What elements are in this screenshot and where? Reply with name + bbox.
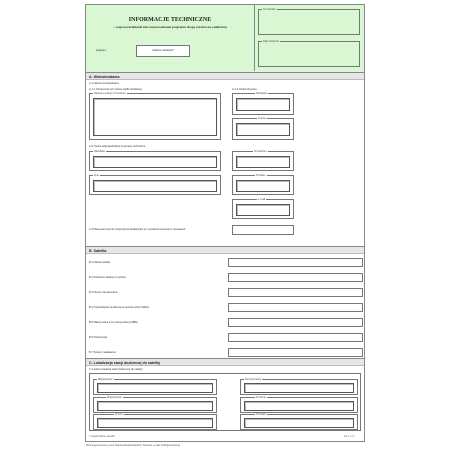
- a11-fieldset: [89, 93, 221, 140]
- a2-email-input[interactable]: [236, 204, 290, 216]
- b5-input[interactable]: [228, 318, 363, 327]
- form-header: [86, 5, 364, 73]
- c1-house-legend: Nr domu: [256, 396, 266, 399]
- c1-gmina-legend: Gmina: [115, 413, 123, 416]
- b7-label: B.7 System nadawania: [89, 351, 116, 354]
- section-a-heading: A. Wnioskodawca: [86, 72, 364, 80]
- b7-input[interactable]: [228, 348, 363, 357]
- a2-firstname-input[interactable]: [93, 180, 217, 192]
- nr-wniosku-legend: Nr wniosku: [263, 8, 276, 11]
- footnote: * niepotrzebne skreślić: [89, 435, 116, 438]
- a11-legend: Nazwa w pełnym brzmieniu: [94, 92, 126, 95]
- c1-flat-fieldset: [240, 414, 358, 430]
- program-select[interactable]: rodzina i literatura*: [136, 45, 190, 57]
- c1-postcode-legend: Kod pocztowy: [245, 378, 262, 381]
- a2-surname-legend: Nazwisko: [94, 150, 106, 153]
- b4-label: B.4 Częstotliwość środkowa w kierunku Ziemi (MHz): [89, 306, 150, 309]
- b6-label: B.6 Polaryzacja: [89, 336, 108, 339]
- c1-address-fieldset: [89, 373, 361, 431]
- c1-label: C.1 Adres instalacji stacji doziemnej do satelity: [89, 368, 143, 371]
- a12-firstname-fieldset: [232, 118, 294, 140]
- copyright-line: Druk wygenerowany przez Krajową Radę Radiofonii i Telewizji, e-mail: druki@example.pl: [86, 444, 181, 447]
- page-number: str. 1 z 2: [344, 435, 354, 438]
- a2-phone-fieldset: [232, 151, 294, 171]
- c1-street-legend: Miejscowość: [98, 378, 113, 381]
- c1-flat-input[interactable]: [244, 418, 354, 428]
- a12-surname-input[interactable]: [236, 98, 290, 111]
- c1-city-fieldset: [93, 397, 217, 413]
- b3-label: B.3 Numer transpondera: [89, 291, 118, 294]
- c1-city-legend: Miejscowość: [107, 396, 122, 399]
- a2-firstname-fieldset: [89, 175, 221, 195]
- a2-firstname-legend: Imię: [94, 174, 99, 177]
- nr-wniosku-field[interactable]: [258, 9, 360, 35]
- a11-label: A.1.1 Oznaczenie lub nazwa spółki handlowej: [89, 88, 142, 91]
- a2-surname-input[interactable]: [93, 156, 217, 168]
- a2-label: A.2 Osoba odpowiedzialna za sprawy techniczne: [89, 145, 146, 148]
- a2-surname-fieldset: [89, 151, 221, 171]
- a3-label: A.3 Planowana termin rozpoczęcia działalności po uzyskaniu koncesji w miesiącach: [89, 228, 186, 231]
- c1-city-input[interactable]: [97, 401, 213, 411]
- a12-surname-legend: Nazwisko: [256, 92, 268, 95]
- c1-street-fieldset: [93, 379, 217, 395]
- c1-house-input[interactable]: [244, 401, 354, 411]
- data-zlozenia-field[interactable]: [258, 41, 360, 67]
- b5-label: B.5 Maksymalna moc transpondera (dBW): [89, 321, 138, 324]
- a12-firstname-legend: Imiona: [258, 117, 266, 120]
- a12-firstname-input[interactable]: [236, 123, 290, 136]
- data-zlozenia-legend: Data złożenia: [263, 40, 279, 43]
- form-page: [85, 4, 365, 442]
- b3-input[interactable]: [228, 288, 363, 297]
- a2-phone-legend: Nr telefonu: [254, 150, 267, 153]
- section-b-heading: B. Satelita: [86, 246, 364, 254]
- c1-flat-legend: Nr lokalu: [256, 413, 267, 416]
- c1-postcode-input[interactable]: [244, 383, 354, 393]
- a1-label: A.1 Nazwa wnioskodawcy: [89, 82, 119, 85]
- b6-input[interactable]: [228, 333, 363, 342]
- c1-gmina-fieldset: [93, 414, 217, 430]
- a2-email-fieldset: [232, 199, 294, 219]
- header-title-area: [86, 5, 255, 71]
- a2-email-legend: e-mail: [258, 198, 266, 201]
- program-label: program:: [96, 49, 107, 52]
- b4-input[interactable]: [228, 303, 363, 312]
- b1-input[interactable]: [228, 258, 363, 267]
- section-c-heading: C. Lokalizacja stacji doziemnej do satelity: [86, 358, 364, 366]
- b2-label: B.2 Położenie satelity na orbicie: [89, 276, 126, 279]
- b2-input[interactable]: [228, 273, 363, 282]
- c1-house-fieldset: [240, 397, 358, 413]
- a12-label: A.1.2 Osoba fizyczna: [232, 88, 257, 91]
- form-subtitle: – rozpowszechnianie lub rozprowadzanie programu drogą rozsiewczą satelitarną: [113, 25, 227, 29]
- a2-fax-legend: Nr faksu: [256, 174, 266, 177]
- c1-gmina-input[interactable]: [97, 418, 213, 428]
- a3-input[interactable]: [232, 225, 294, 235]
- b1-label: B.1 Nazwa satelity: [89, 261, 111, 264]
- c1-postcode-fieldset: [240, 379, 358, 395]
- a2-phone-input[interactable]: [236, 156, 290, 168]
- company-name-input[interactable]: [93, 98, 217, 136]
- a2-fax-input[interactable]: [236, 180, 290, 192]
- a2-fax-fieldset: [232, 175, 294, 195]
- a12-surname-fieldset: [232, 93, 294, 115]
- form-title: INFORMACJE TECHNICZNE: [128, 17, 212, 23]
- c1-street-input[interactable]: [97, 383, 213, 393]
